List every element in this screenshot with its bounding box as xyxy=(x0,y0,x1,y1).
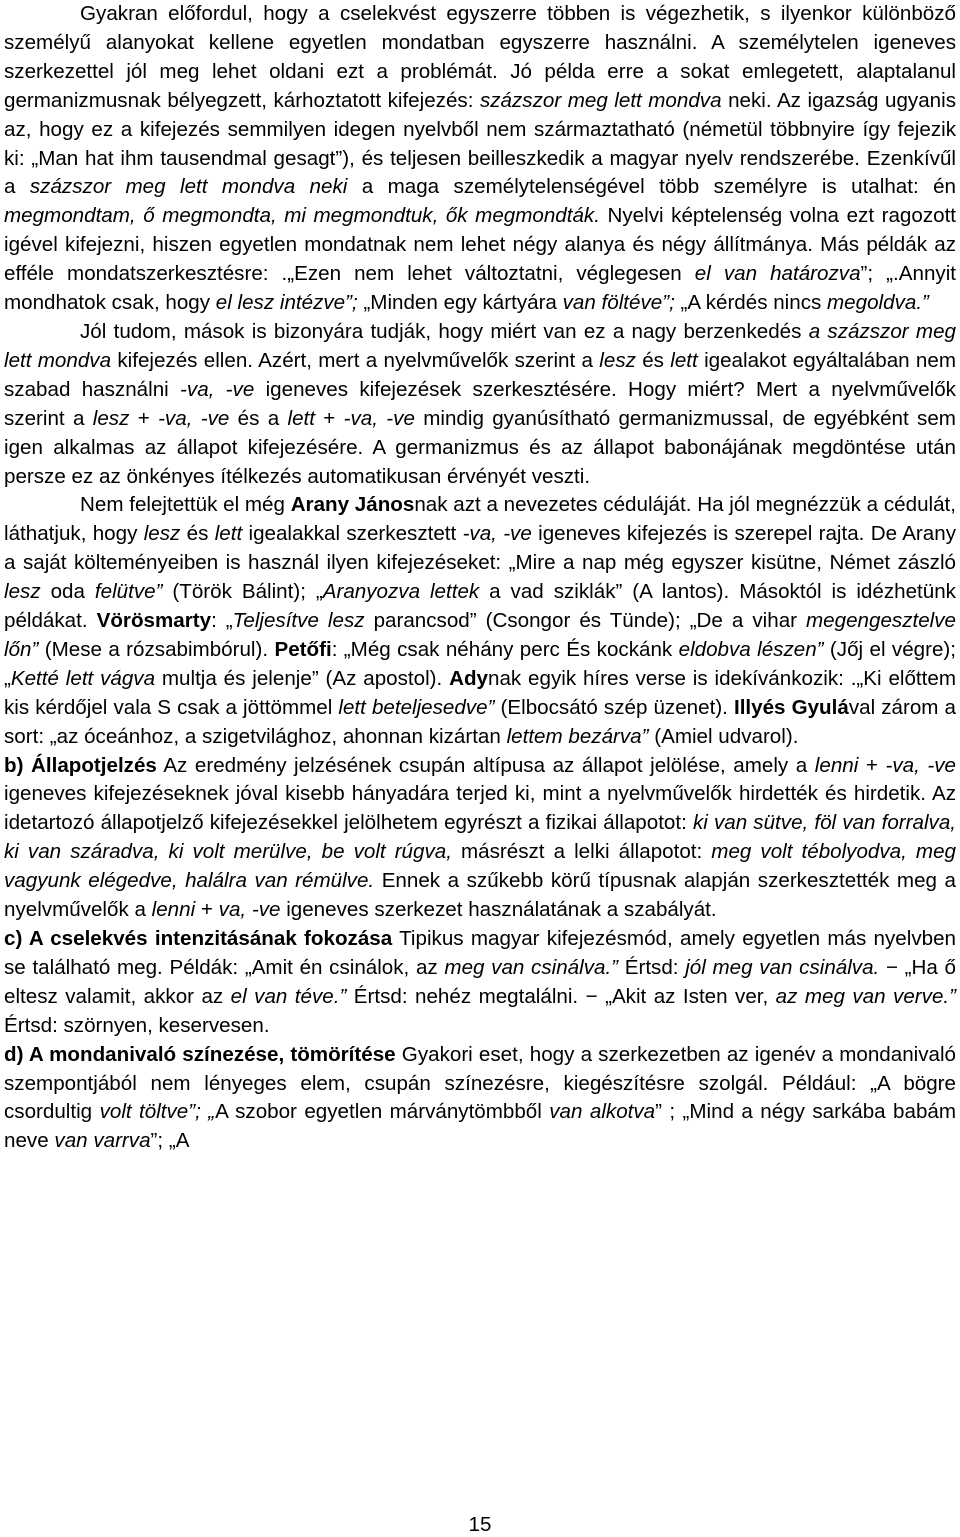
italic-run: meg van csinálva.” xyxy=(444,955,619,979)
italic-run: lett xyxy=(287,406,315,430)
italic-run: jól meg van csinálva. xyxy=(685,955,880,979)
italic-run: eldobva lészen” xyxy=(678,637,824,661)
text-run: − „Ha ő eltesz valamit, akkor az xyxy=(4,955,957,1008)
italic-run: lettem bezárva” xyxy=(506,724,649,748)
text-run: kifejezés ellen. Azért, mert a nyelvművelők szerint a xyxy=(111,348,600,372)
text-run: neki. Az igazság ugyanis az, hogy ez a kifejezés semmilyen idegen nyelvből nem származtatható (németül többnyire így fejezik ki: „Man hat ihm tausendmal gesagt”), és teljesen beilleszkedik a magyar nyelv rendszerébe. Ezenkívűl a xyxy=(4,88,956,199)
text-run: (Elbocsátó szép üzenet). xyxy=(494,695,734,719)
text-run: nak azt a nevezetes céduláját. Ha jól megnézzük a cédulát, láthatjuk, hogy xyxy=(4,493,956,546)
text-run: a vad sziklák” (A lantos). Másoktól is idézhetünk példákat. xyxy=(4,580,956,633)
text-run: (Mese a rózsabimbórul). xyxy=(38,637,275,661)
italic-run: van alkotva xyxy=(549,1100,656,1124)
paragraph-4-section-b xyxy=(4,752,956,925)
text-run: oda xyxy=(40,580,95,604)
italic-run: el lesz intézve”; xyxy=(215,291,358,315)
text-run: : „ xyxy=(211,609,233,633)
text-run: mindig gyanúsítható germanizmussal, de egyébként sem igen alkalmas az állapot kifejezésére. A germanizmus és az állapot babonájának megdöntése után persze ez az önkényes ítélkezés automatikusan érvényét veszti. xyxy=(4,406,956,488)
text-run: Tipikus magyar kifejezésmód, amely egyetlen más nyelvben se található meg. Példák: „Amit én csinálok, az xyxy=(4,927,956,979)
italic-run: megmondtam, ő megmondta, mi megmondtuk, ők megmondták. xyxy=(4,204,600,228)
italic-run: -va, -ve xyxy=(462,522,532,546)
text-run: igeneves kifejezések szerkesztésére. Hogy miért? Mert a nyelvművelők szerint a xyxy=(4,377,956,430)
paragraph-5-section-c xyxy=(4,925,956,1041)
italic-run: megengesztelve lőn” xyxy=(4,609,956,661)
italic-run: az meg van verve.” xyxy=(775,984,956,1008)
document-page xyxy=(4,0,956,1156)
text-run: és xyxy=(180,522,215,546)
bold-run: Arany János xyxy=(290,493,415,517)
italic-run: lett beteljesedve” xyxy=(338,695,495,719)
bold-run: d) A mondanivaló színezése, tömörítése xyxy=(4,1042,396,1066)
italic-run: volt töltve”; „ xyxy=(99,1100,216,1124)
text-run: a maga személytelenségével több személyre is utalhat: én xyxy=(347,175,956,199)
italic-run: el van határozva xyxy=(694,262,861,286)
italic-run: lenni xyxy=(151,898,196,922)
italic-run: lett xyxy=(214,522,243,546)
italic-run: meg volt tébolyodva, meg vagyunk elégedve, halálra van rémülve. xyxy=(4,840,956,893)
text-run: val zárom a sort: „az óceánhoz, a szigetvilághoz, ahonnan kizártan xyxy=(4,695,956,748)
italic-run: lesz xyxy=(599,348,636,372)
italic-run: lesz xyxy=(92,406,130,430)
text-run: igeneves szerkezet használatának a szabályát. xyxy=(280,898,717,922)
paragraph-6-section-d xyxy=(4,1041,956,1157)
italic-run: -va, -ve xyxy=(180,377,255,401)
paragraph-3 xyxy=(4,491,956,751)
text-run: ” ; „Mind a négy sarkába babám neve xyxy=(4,1100,957,1153)
text-run: Értsd: szörnyen, keservesen. xyxy=(4,1013,270,1037)
text-run: és a xyxy=(229,406,288,430)
page-number: 15 xyxy=(468,1513,492,1536)
italic-run: Teljesítve lesz xyxy=(232,609,365,633)
text-run: parancsod” (Csongor és Tünde); „De a vihar xyxy=(364,609,807,633)
italic-run: lesz xyxy=(143,522,181,546)
text-run: igealakot egyáltalában nem szabad használni xyxy=(4,348,956,401)
text-run: multja és jelenje” (Az apostol). xyxy=(155,666,450,690)
italic-run: ki van sütve, föl van forralva, ki van száradva, ki volt merülve, be volt rúgva, xyxy=(4,811,956,864)
bold-run: Illyés Gyulá xyxy=(733,695,849,719)
italic-run: Aranyozva lettek xyxy=(322,580,480,604)
bold-run: b) Állapotjelzés xyxy=(4,753,157,777)
italic-run: lett xyxy=(670,348,698,372)
text-run: Gyakori eset, hogy a szerkezetben az igenév a mondanivaló szempontjából nem lényeges elem, csupán színezésre, kiegészítésre szolgál. Például: „A bögre csordultig xyxy=(4,1042,957,1124)
text-run: Értsd: nehéz megtalálni. − „Akit az Isten ver, xyxy=(346,984,776,1008)
italic-run: megoldva.” xyxy=(827,291,929,315)
italic-run: lesz xyxy=(4,580,41,604)
paragraph-1 xyxy=(4,0,956,318)
italic-run: van varrva xyxy=(54,1129,151,1153)
text-run: igealakkal szerkesztett xyxy=(242,522,463,546)
text-run: : „Még csak néhány perc És kockánk xyxy=(331,637,679,661)
italic-run: -va, -ve xyxy=(158,406,230,430)
text-run: ”; „A xyxy=(150,1129,190,1153)
text-run: nak egyik híres verse is idekívánkozik: .„Ki előttem kis kérdőjel vala S csak a jöttömmel xyxy=(4,666,956,719)
italic-run: el van téve.” xyxy=(230,984,347,1008)
text-run: igeneves kifejezés is szerepel rajta. De Arany a saját költeményeiben is használ ilyen kifejezéseket: „Mire a nap még egyszer kisütne, Német zászló xyxy=(4,522,956,575)
italic-run: a százszor meg lett mondva xyxy=(4,319,956,372)
bold-run: c) A cselekvés intenzitásának fokozása xyxy=(4,927,393,950)
text-run: „Minden egy kártyára xyxy=(357,291,563,315)
text-run: ”; „.Annyit mondhatok csak, hogy xyxy=(4,262,956,315)
text-run: Ennek a szűkebb körű típusnak alapján szerkesztették meg a nyelvművelők a xyxy=(4,869,956,922)
text-run: „A kérdés nincs xyxy=(674,291,828,315)
italic-run: -va, -ve xyxy=(343,406,415,430)
text-run: és xyxy=(635,348,671,372)
text-run: + xyxy=(129,406,159,430)
italic-run: százszor meg lett mondva xyxy=(479,88,722,112)
text-run: Nem felejtettük el még xyxy=(80,493,291,517)
italic-run: -va, -ve xyxy=(885,753,956,777)
text-run: Az eredmény jelzésének csupán altípusa az állapot jelölése, amely a xyxy=(156,753,815,777)
text-run: másrészt a lelki állapotot: xyxy=(451,840,712,864)
italic-run: százszor meg lett mondva neki xyxy=(29,175,348,199)
bold-run: Ady xyxy=(449,666,488,690)
text-run: + xyxy=(195,898,219,922)
italic-run: va, -ve xyxy=(218,898,281,922)
text-run: (Jőj el végre); „ xyxy=(4,637,956,690)
italic-run: felütve” xyxy=(94,580,163,604)
text-run: Gyakran előfordul, hogy a cselekvést egyszerre többen is végezhetik, s ilyenkor különböző személyű alanyokat kellene egyetlen mondatban egyszerre használni. A személytelen igeneves szerkezettel jól meg lehet oldani ezt a problémát. Jó példa erre a sokat emlegetett, alaptalanul germanizmusnak bélyegzett, kárhoztatott kifejezés: xyxy=(4,2,956,112)
text-run: Nyelvi képtelenség volna ezt ragozott igével kifejezni, hiszen egyetlen mondatnak nem lehet négy alanya és négy állítmánya. Más példák az efféle mondatszerkesztésre: .„Ezen nem lehet változtatni, véglegesen xyxy=(4,204,957,286)
bold-run: Vörösmarty xyxy=(96,609,212,633)
italic-run: lenni xyxy=(814,753,859,777)
text-run: + xyxy=(314,406,344,430)
text-run: + xyxy=(858,753,886,777)
text-run: (Török Bálint); „ xyxy=(162,580,323,604)
italic-run: van föltéve”; xyxy=(562,291,675,315)
italic-run: Ketté lett vágva xyxy=(10,666,156,690)
paragraph-2 xyxy=(4,318,956,491)
bold-run: Petőfi xyxy=(274,637,332,661)
text-run: Értsd: xyxy=(618,955,686,979)
text-run: (Amiel udvarol). xyxy=(648,724,799,748)
text-run: A szobor egyetlen márványtömbből xyxy=(215,1100,550,1124)
text-run: Jól tudom, mások is bizonyára tudják, hogy miért van ez a nagy berzenkedés xyxy=(80,319,809,343)
text-run: igeneves kifejezéseknek jóval kisebb hányadára terjed ki, mint a nyelvművelők hirdették és hirdetik. Az idetartozó állapotjelző kifejezésekkel jelölhetem egyrészt a fizikai állapotot: xyxy=(4,782,956,835)
